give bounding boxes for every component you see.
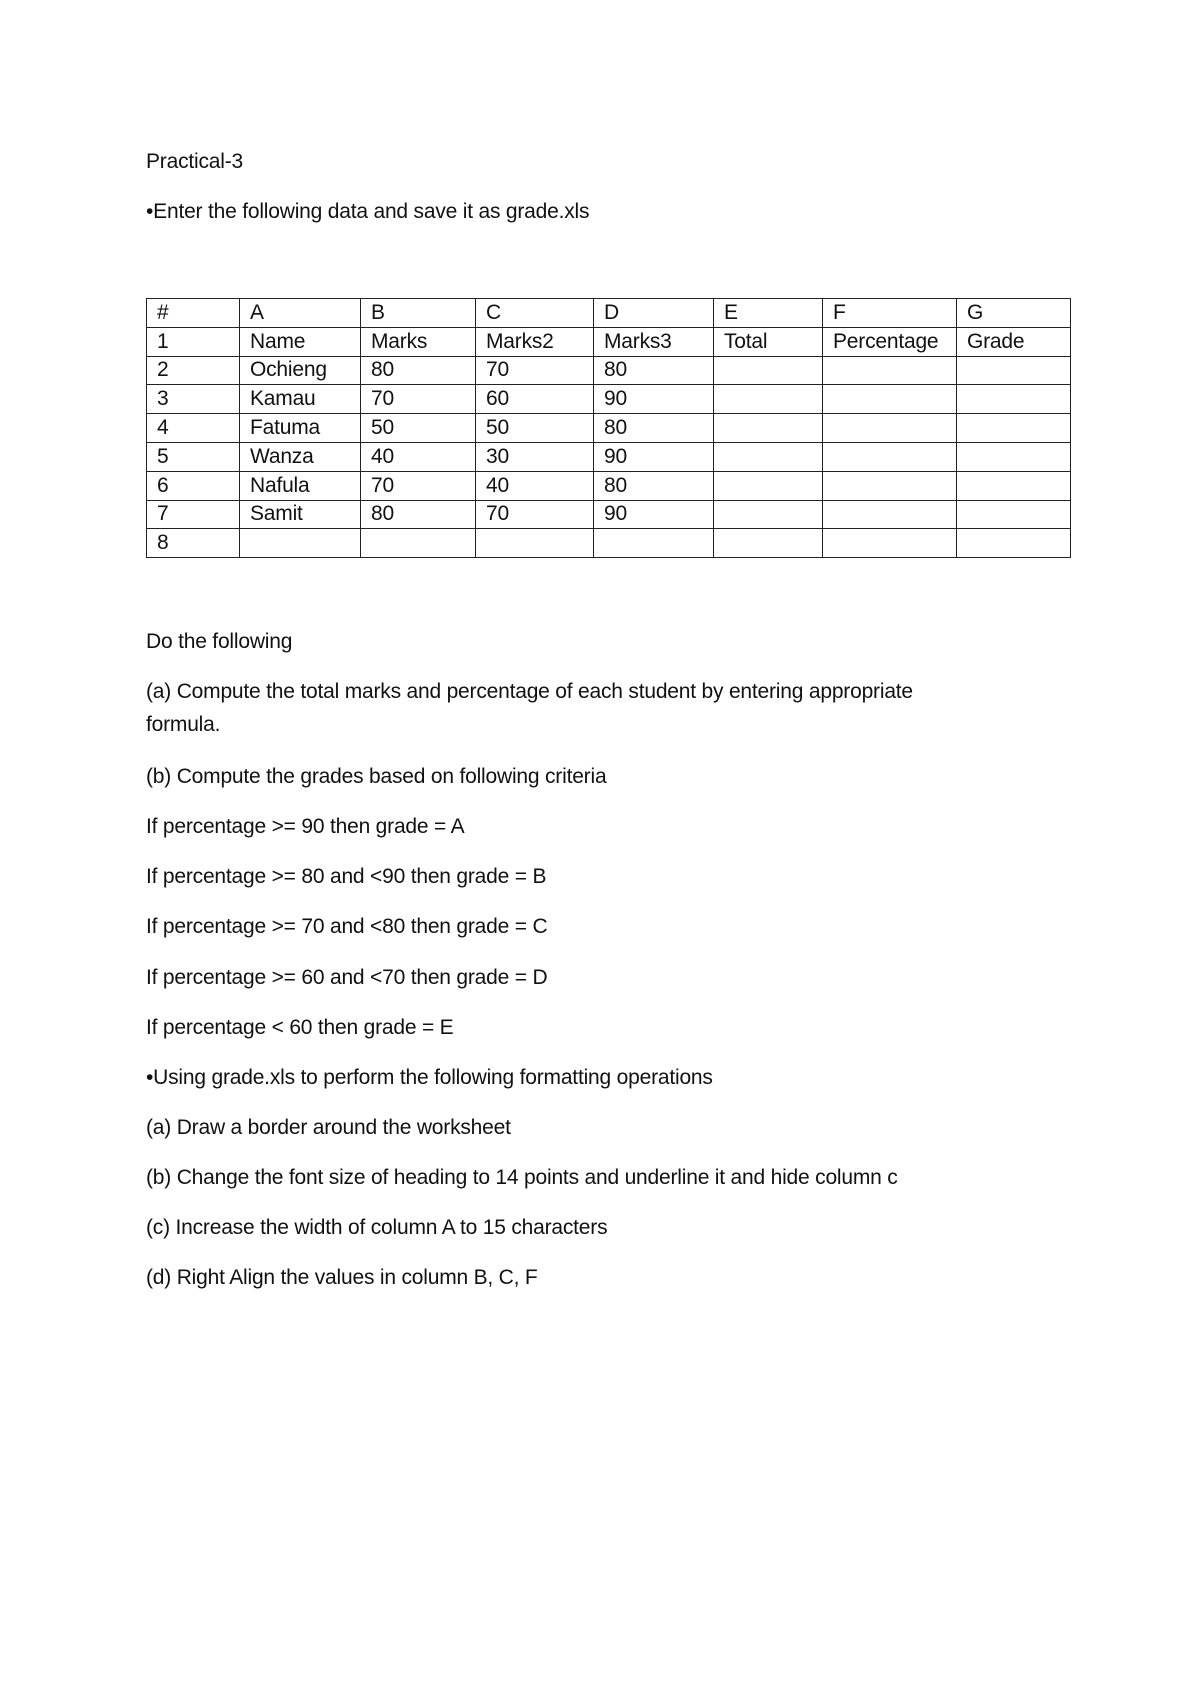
table-cell: Marks3 (594, 327, 714, 356)
table-cell: Samit (240, 500, 361, 529)
table-cell: Marks (361, 327, 476, 356)
table-cell: # (147, 299, 240, 328)
table-row (147, 442, 1071, 471)
table-cell: 7 (147, 500, 240, 529)
table-cell: 70 (361, 471, 476, 500)
table-cell (823, 385, 957, 414)
table-cell: 2 (147, 356, 240, 385)
table-row (147, 356, 1071, 385)
table-cell (823, 471, 957, 500)
table-cell: 5 (147, 442, 240, 471)
formatting-item: (c) Increase the width of column A to 15 characters (146, 1216, 608, 1239)
table-cell (714, 385, 823, 414)
table-cell: 80 (594, 356, 714, 385)
table-cell: 90 (594, 385, 714, 414)
table-cell (714, 356, 823, 385)
table-cell (957, 442, 1071, 471)
table-cell (957, 385, 1071, 414)
table-row (147, 327, 1071, 356)
table-cell (476, 529, 594, 558)
table-cell: 1 (147, 327, 240, 356)
table-cell: 70 (476, 356, 594, 385)
table-cell: G (957, 299, 1071, 328)
grade-table (146, 298, 1071, 558)
table-cell: 90 (594, 500, 714, 529)
page-title: Practical-3 (146, 150, 243, 173)
table-cell: 50 (476, 414, 594, 443)
table-cell (957, 500, 1071, 529)
criteria-item: If percentage >= 90 then grade = A (146, 815, 465, 838)
table-cell: F (823, 299, 957, 328)
table-cell (361, 529, 476, 558)
table-cell: 30 (476, 442, 594, 471)
instruction-a-line2: formula. (146, 713, 221, 736)
table-cell (957, 356, 1071, 385)
criteria-item: If percentage >= 70 and <80 then grade = C (146, 915, 548, 938)
table-row (147, 471, 1071, 500)
table-cell (823, 356, 957, 385)
table-cell: Total (714, 327, 823, 356)
criteria-item: If percentage >= 60 and <70 then grade = D (146, 966, 548, 989)
table-cell: 40 (361, 442, 476, 471)
table-cell (823, 500, 957, 529)
table-cell: 6 (147, 471, 240, 500)
criteria-item: If percentage < 60 then grade = E (146, 1016, 454, 1039)
table-cell: Fatuma (240, 414, 361, 443)
table-cell: 70 (361, 385, 476, 414)
table-row (147, 500, 1071, 529)
table-cell (823, 414, 957, 443)
formatting-item: (d) Right Align the values in column B, C, F (146, 1266, 538, 1289)
formatting-item: (a) Draw a border around the worksheet (146, 1116, 511, 1139)
table-cell (714, 471, 823, 500)
table-cell: 3 (147, 385, 240, 414)
table-cell (957, 414, 1071, 443)
table-cell: 80 (594, 471, 714, 500)
instructions-heading: Do the following (146, 630, 293, 653)
table-cell (957, 529, 1071, 558)
table-cell: 60 (476, 385, 594, 414)
table-cell: Percentage (823, 327, 957, 356)
table-cell (823, 442, 957, 471)
table-cell: 70 (476, 500, 594, 529)
table-cell: 4 (147, 414, 240, 443)
table-cell (957, 471, 1071, 500)
table-cell: Nafula (240, 471, 361, 500)
table-cell (714, 442, 823, 471)
table-cell: 80 (361, 500, 476, 529)
table-cell: 90 (594, 442, 714, 471)
instruction-a-line1: (a) Compute the total marks and percentage of each student by entering appropriate (146, 680, 913, 703)
intro-instruction: •Enter the following data and save it as grade.xls (146, 200, 590, 223)
table-cell: Grade (957, 327, 1071, 356)
table-cell: 40 (476, 471, 594, 500)
table-row (147, 385, 1071, 414)
table-cell (823, 529, 957, 558)
instruction-b: (b) Compute the grades based on following criteria (146, 765, 607, 788)
table-cell (714, 529, 823, 558)
table-cell (240, 529, 361, 558)
criteria-item: If percentage >= 80 and <90 then grade = B (146, 865, 547, 888)
table-cell: Marks2 (476, 327, 594, 356)
table-cell (714, 414, 823, 443)
table-row (147, 529, 1071, 558)
table-cell: C (476, 299, 594, 328)
table-row (147, 414, 1071, 443)
table-cell: B (361, 299, 476, 328)
table-cell: E (714, 299, 823, 328)
table-cell: Ochieng (240, 356, 361, 385)
formatting-heading: •Using grade.xls to perform the following formatting operations (146, 1066, 713, 1089)
table-cell (594, 529, 714, 558)
table-header-row (147, 299, 1071, 328)
table-cell: Name (240, 327, 361, 356)
table-cell: D (594, 299, 714, 328)
table-cell: Kamau (240, 385, 361, 414)
table-cell: 8 (147, 529, 240, 558)
table-cell: 80 (361, 356, 476, 385)
table-cell: 50 (361, 414, 476, 443)
formatting-item: (b) Change the font size of heading to 14 points and underline it and hide column c (146, 1166, 898, 1189)
table-cell (714, 500, 823, 529)
table-cell: A (240, 299, 361, 328)
table-cell: Wanza (240, 442, 361, 471)
table-cell: 80 (594, 414, 714, 443)
